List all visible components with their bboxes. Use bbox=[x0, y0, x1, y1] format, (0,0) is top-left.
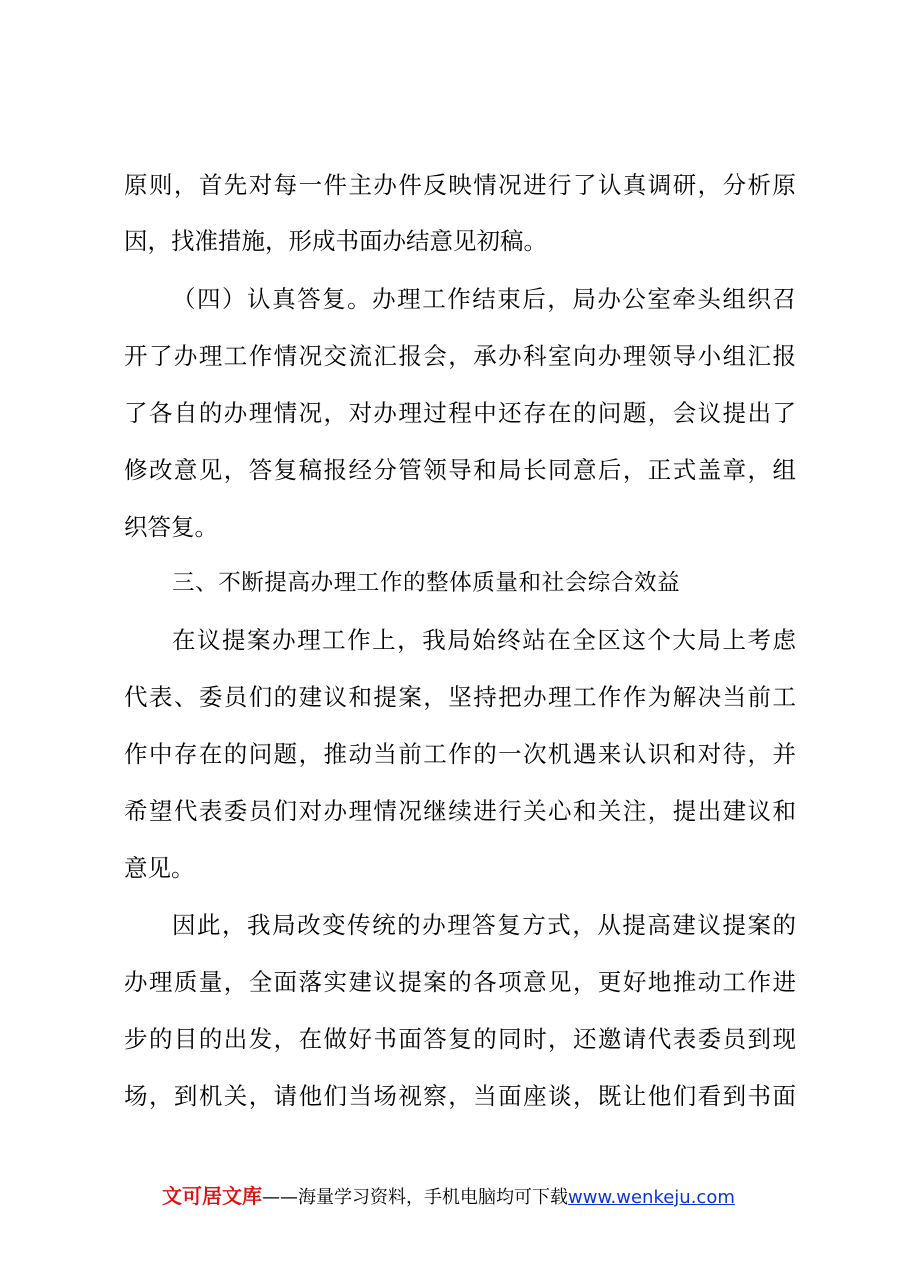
body-text-line: 希望代表委员们对办理情况继续进行关心和关注，提出建议和 bbox=[124, 797, 796, 825]
footer-website-link[interactable]: www.wenkeju.com bbox=[568, 1187, 735, 1208]
footer-tagline: ——海量学习资料，手机电脑均可下载 bbox=[262, 1187, 568, 1208]
page-footer bbox=[162, 1183, 735, 1211]
body-text-line: 了各自的办理情况，对办理过程中还存在的问题，会议提出了 bbox=[124, 399, 796, 427]
body-text-line: 场，到机关，请他们当场视察，当面座谈，既让他们看到书面 bbox=[124, 1082, 796, 1110]
body-text-line: 原则，首先对每一件主办件反映情况进行了认真调研，分析原 bbox=[124, 171, 796, 199]
body-text-line: （四）认真答复。办理工作结束后，局办公室牵头组织召 bbox=[172, 285, 796, 313]
body-text-line: 在议提案办理工作上，我局始终站在全区这个大局上考虑 bbox=[172, 626, 796, 654]
body-text-line: 作中存在的问题，推动当前工作的一次机遇来认识和对待，并 bbox=[124, 740, 796, 768]
section-heading: 三、不断提高办理工作的整体质量和社会综合效益 bbox=[172, 570, 681, 596]
body-text-line: 因，找准措施，形成书面办结意见初稿。 bbox=[124, 227, 547, 255]
body-text-line: 因此，我局改变传统的办理答复方式，从提高建议提案的 bbox=[172, 911, 796, 939]
body-text-line: 修改意见，答复稿报经分管领导和局长同意后，正式盖章，组 bbox=[124, 456, 796, 484]
body-text-line: 意见。 bbox=[124, 854, 195, 882]
body-text-line: 步的目的出发，在做好书面答复的同时，还邀请代表委员到现 bbox=[124, 1025, 796, 1053]
footer-brand: 文可居文库 bbox=[162, 1184, 262, 1208]
body-text-line: 开了办理工作情况交流汇报会，承办科室向办理领导小组汇报 bbox=[124, 342, 796, 370]
body-text-line: 代表、委员们的建议和提案，坚持把办理工作作为解决当前工 bbox=[124, 683, 796, 711]
body-text-line: 织答复。 bbox=[124, 513, 218, 541]
body-text-line: 办理质量，全面落实建议提案的各项意见，更好地推动工作进 bbox=[124, 968, 796, 996]
